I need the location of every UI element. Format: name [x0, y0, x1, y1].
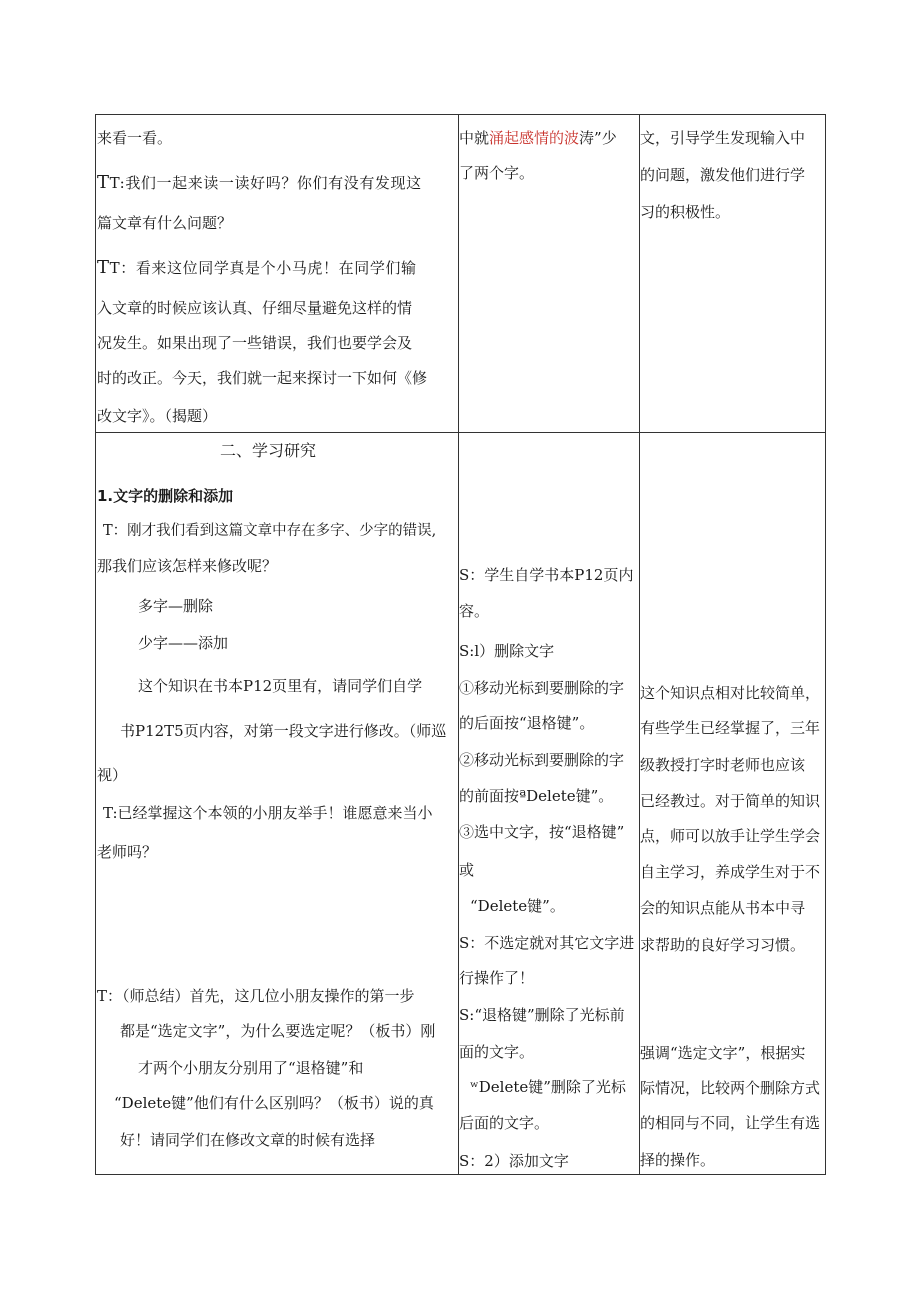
row2-col1-line: T:已经掌握这个本领的小朋友举手！谁愿意来当小	[103, 804, 433, 822]
row1-col3-line: 习的积极性。	[640, 203, 731, 221]
row2-col3-line: 自主学习，养成学生对于不	[640, 863, 821, 881]
row2-col1-line: T：刚才我们看到这篇文章中存在多字、少字的错误,	[103, 523, 437, 539]
row2-col1-line: 这个知识在书本P12页里有，请同学们自学	[138, 677, 423, 695]
row2-col2-line: ②移动光标到要删除的字	[459, 751, 625, 769]
row1-col1-line: TT：看来这位同学真是个小马虎！在同学们输	[97, 257, 417, 278]
row1-col1-line: 篇文章有什么问题？	[97, 214, 233, 232]
row2-col3-line: 会的知识点能从书本中寻	[640, 899, 806, 917]
row2-col2-line: S：学生自学书本P12页内	[459, 566, 634, 584]
row1-col1-line: 入文章的时候应该认真、仔细尽量避免这样的情	[97, 299, 413, 317]
row2-col2-line: ʷDelete键”删除了光标	[470, 1078, 626, 1096]
row2-col1-line: 好！请同学们在修改文章的时候有选择	[120, 1131, 376, 1149]
row2-col3-line: 有些学生已经掌握了，三年	[640, 719, 821, 737]
row2-col3-line: 这个知识点相对比较简单，	[640, 684, 821, 702]
row2-col1-line: 才两个小朋友分别用了“退格键”和	[138, 1059, 364, 1077]
row2-col2-line: 或	[459, 861, 475, 879]
subheading: 1.文字的删除和添加	[97, 487, 234, 505]
row2-col1-line: 书P12T5页内容，对第一段文字进行修改。（师巡	[120, 722, 447, 740]
row-divider	[96, 432, 825, 433]
row2-col3-line: 已经教过。对于简单的知识	[640, 792, 821, 810]
row2-col2-line: 行操作了！	[459, 969, 535, 987]
section-title: 二、学习研究	[220, 441, 317, 460]
row2-col3-line: 际情况，比较两个删除方式	[640, 1079, 821, 1097]
row2-col3-line: 点，师可以放手让学生学会	[640, 827, 821, 845]
row1-col1-line: 改文字》。（揭题）	[97, 407, 218, 425]
row2-col3-line: 级教授打字时老师也应该	[640, 756, 806, 774]
row2-col1-line: 视）	[97, 766, 128, 784]
row1-col1-line: 来看一看。	[97, 129, 173, 147]
row2-col2-line: 后面的文字。	[459, 1114, 550, 1132]
row2-col2-line: 容。	[459, 602, 490, 620]
highlighted-text: 涌起感情的波	[489, 129, 580, 147]
column-divider-2	[639, 115, 640, 1174]
row2-col2-line: ③选中文字，按“退格键”	[459, 823, 625, 841]
row2-col3-line: 择的操作。	[640, 1151, 716, 1169]
row2-col1-line: 老师吗？	[97, 843, 158, 861]
row2-col2-line: S:l）删除文字	[459, 642, 555, 660]
row1-col3-line: 的问题，激发他们进行学	[640, 166, 806, 184]
row1-col1-line: TT:我们一起来读一读好吗？你们有没有发现这	[97, 172, 422, 193]
row2-col1-line: “Delete键”他们有什么区别吗？（板书）说的真	[114, 1094, 434, 1112]
row2-col2-line: 面的文字。	[459, 1043, 535, 1061]
row1-col1-line: 时的改正。今天，我们就一起来探讨一下如何《修	[97, 369, 428, 387]
row2-col2-line: 的前面按ªDelete键”。	[459, 787, 614, 805]
row2-col2-line: S：不选定就对其它文字进	[459, 934, 635, 952]
row2-col1-line: 多字—删除	[138, 597, 214, 615]
row2-col2-line: S:“退格键”删除了光标前	[459, 1006, 625, 1024]
row2-col1-line: 那我们应该怎样来修改呢？	[97, 557, 278, 575]
row2-col1-line: 少字——添加	[138, 634, 229, 652]
row2-col2-line: “Delete键”。	[470, 897, 565, 915]
row1-col1-line: 况发生。如果出现了一些错误，我们也要学会及	[97, 334, 413, 352]
row2-col3-line: 的相同与不同，让学生有选	[640, 1114, 821, 1132]
row2-col2-line: ①移动光标到要删除的字	[459, 679, 625, 697]
row1-col2-line: 了两个字。	[459, 164, 535, 182]
row1-col2-line: 中就涌起感情的波涛”少	[459, 129, 617, 147]
row2-col3-line: 强调“选定文字”，根据实	[640, 1044, 806, 1062]
row2-col2-line: 的后面按“退格键”。	[459, 714, 595, 732]
row2-col1-line: T：（师总结）首先，这几位小朋友操作的第一步	[97, 987, 415, 1005]
row2-col1-line: 都是“选定文字”，为什么要选定呢？（板书）刚	[120, 1022, 436, 1040]
row1-col3-line: 文，引导学生发现输入中	[640, 129, 806, 147]
row2-col2-line: S：2）添加文字	[459, 1152, 569, 1170]
row2-col3-line: 求帮助的良好学习习惯。	[640, 936, 806, 954]
